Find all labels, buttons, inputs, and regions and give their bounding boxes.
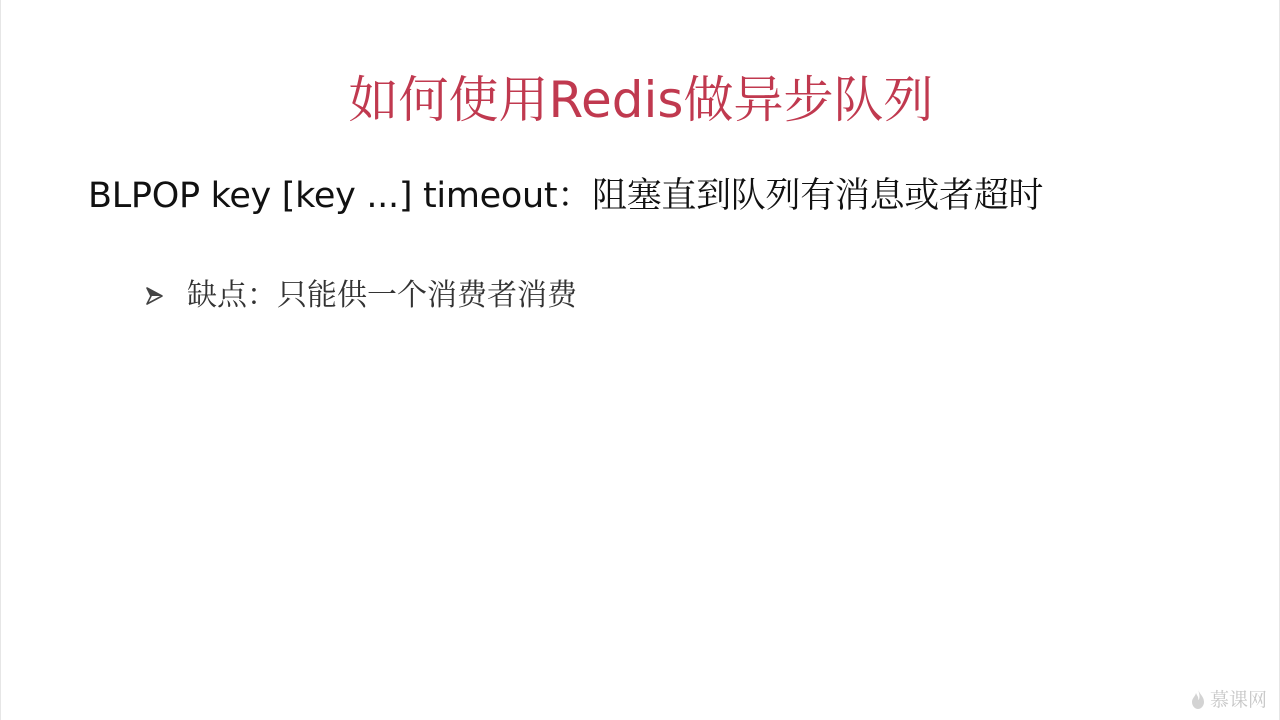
watermark	[1189, 685, 1267, 712]
watermark-text: 慕课网	[1209, 689, 1267, 711]
bullet-item	[143, 272, 577, 320]
slide-title: 如何使用Redis做异步队列	[348, 71, 934, 129]
bullet-text: 缺点：只能供一个消费者消费	[187, 278, 577, 313]
command-heading: BLPOP key [key ...] timeout：阻塞直到队列有消息或者超时	[88, 176, 1044, 216]
flame-icon	[1189, 688, 1207, 710]
arrow-bullet-icon	[143, 285, 165, 307]
